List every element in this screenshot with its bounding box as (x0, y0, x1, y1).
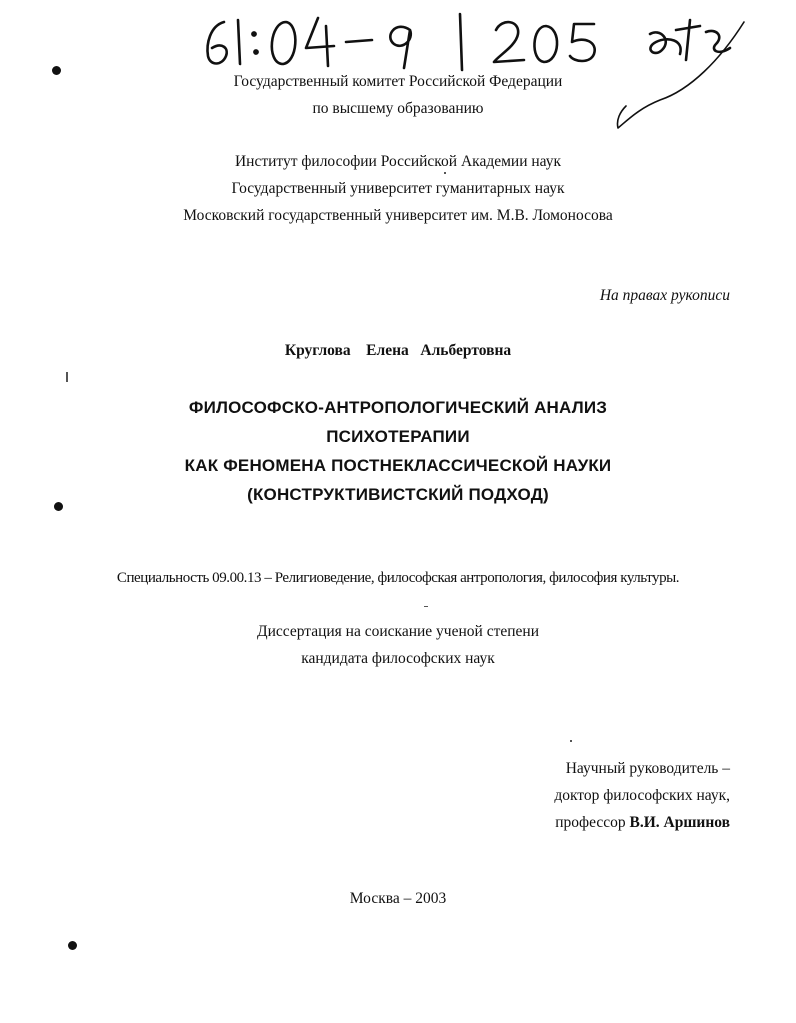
place-year: Москва – 2003 (349, 890, 447, 907)
handwritten-archive-number (0, 0, 796, 140)
supervisor-title: профессор (555, 814, 626, 831)
committee-line-2: по высшему образованию (312, 100, 484, 117)
author-first-name: Елена (366, 342, 409, 359)
title-line-1: ФИЛОСОФСКО-АНТРОПОЛОГИЧЕСКИЙ АНАЛИЗ (188, 398, 608, 417)
scan-speck (66, 372, 68, 382)
dissertation-line-1: Диссертация на соискание ученой степени (257, 623, 539, 640)
specialty-line: Специальность 09.00.13 – Религиоведение, философская антропология, философия культуры. (116, 570, 680, 586)
supervisor-name: В.И. Аршинов (629, 814, 730, 831)
supervisor-line-3 (555, 813, 730, 833)
author-name (0, 341, 796, 361)
institution-line: Государственный университет гуманитарных наук (231, 180, 565, 197)
author-surname: Круглова (284, 342, 351, 359)
title-line-3: КАК ФЕНОМЕНА ПОСТНЕКЛАССИЧЕСКОЙ НАУКИ (184, 456, 612, 475)
supervisor-line-2: доктор философских наук, (554, 787, 730, 804)
scan-speck (424, 606, 428, 607)
manuscript-note: На правах рукописи (599, 287, 730, 304)
dissertation-line-2: кандидата философских наук (301, 650, 495, 667)
punch-hole-dot (68, 941, 77, 950)
scan-speck (570, 740, 572, 742)
title-line-4: (КОНСТРУКТИВИСТСКИЙ ПОДХОД) (247, 485, 549, 504)
institution-line: Московский государственный университет им. М.В. Ломоносова (183, 207, 613, 224)
author-patronymic: Альбертовна (420, 342, 512, 359)
scan-speck (444, 172, 446, 174)
committee-line-1: Государственный комитет Российской Федерации (233, 73, 563, 90)
institution-line: Институт философии Российской Академии наук (234, 153, 562, 170)
title-line-2: ПСИХОТЕРАПИИ (326, 427, 470, 446)
supervisor-line-1: Научный руководитель – (565, 760, 730, 777)
